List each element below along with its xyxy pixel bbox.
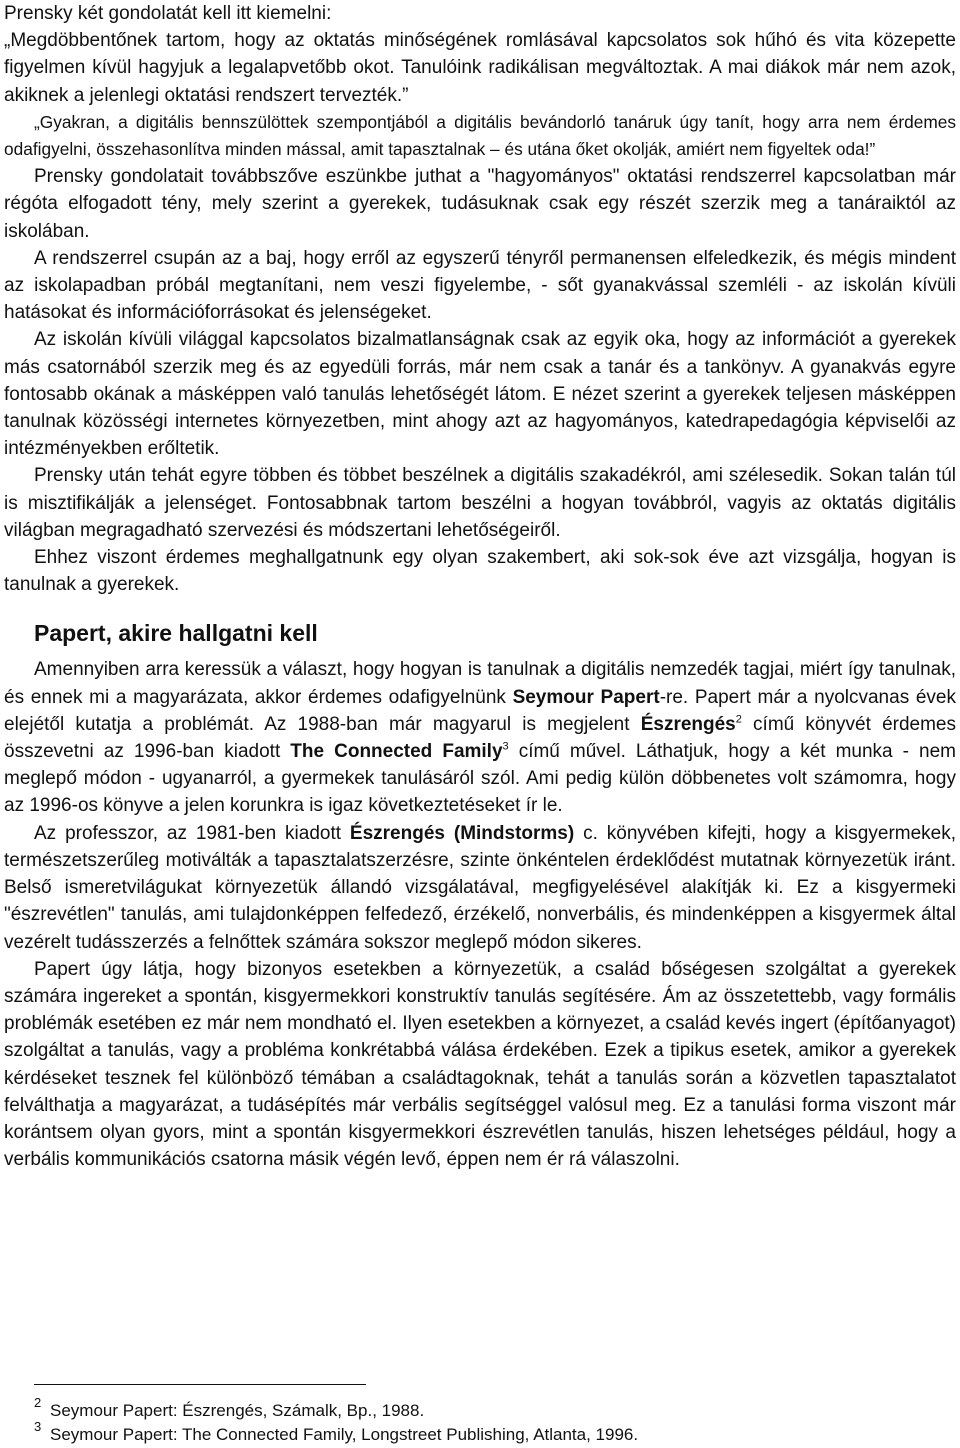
bold-term: Észrengés — [640, 713, 736, 735]
footnote-text: Seymour Papert: Észrengés, Számalk, Bp., 1988. — [50, 1401, 425, 1420]
bold-term: Seymour Papert — [512, 686, 660, 708]
intro-line: Prensky két gondolatát kell itt kiemelni: — [4, 3, 332, 24]
bold-term: Észrengés (Mindstorms) — [349, 822, 575, 844]
footnote — [34, 1395, 944, 1423]
footnote-ref[interactable]: 3 — [502, 740, 509, 753]
footnote-ref[interactable]: 2 — [735, 713, 742, 726]
text-run: Amennyiben arra keressük a választ, hogy hogyan is tanulnak a digitális nemzedék tagjai, miért így tanulnak, és ennek mi a magyarázata, akkor érdemes odafigyelnünk — [4, 659, 956, 708]
footnote — [34, 1419, 944, 1447]
text-run: című művel. Láthatjuk, hogy a két munka - nem meglepő módon - ugyanarról, a gyermekek tanulásáról szól. Ami pedig külön döbbenetes volt számomra, hogy az 1996-os könyve a jelen korunkra is igaz következtetéseket ír le. — [4, 741, 957, 817]
footnote-number: 2 — [34, 1395, 42, 1410]
text-run: c. könyvében kifejti, hogy a kisgyermekek, természetszerűleg motiválták a tapasztalatszerzésre, szinte önkéntelen érdeklődést mutatnak környezetük iránt. Belső ismeretvilágukat környezetük állandó vizsgálatával, megfigyelésével alakítják ki. Ez a kisgyermeki "észrevétlen" tanulás, ami tulajdonképpen felfedező, érzékelő, nonverbális, és mindenképpen a kisgyermek által vezérelt tudásszerzés a felnőttek számára sokszor meglepő módon sikeres. — [4, 822, 957, 953]
text-run: -re. Papert már a nyolcvanas évek elejétől kutatja a problémát. Az 1988-ban már magyarul is megjelent — [4, 686, 956, 735]
section-body — [4, 656, 956, 1173]
quote-paragraph: „Megdöbbentőnek tartom, hogy az oktatás minőségének romlásával kapcsolatos sok hűhó és vita közepette figyelmen kívül hagyjuk a legalapvetőbb okot. Tanulóink radikálisan megváltoztak. A mai diákok már nem azok, akiknek a jelenlegi oktatási rendszert tervezték.” — [4, 30, 956, 106]
footnote-text: Seymour Papert: The Connected Family, Longstreet Publishing, Atlanta, 1996. — [50, 1425, 639, 1444]
body-paragraph — [4, 656, 956, 819]
body-paragraph: Ehhez viszont érdemes meghallgatnunk egy olyan szakembert, aki sok-sok éve azt vizsgálja, hogyan is tanulnak a gyerekek. — [4, 547, 956, 596]
body-paragraph — [4, 820, 956, 956]
footnotes — [4, 1384, 944, 1447]
body-paragraph: Az iskolán kívüli világgal kapcsolatos bizalmatlanságnak csak az egyik oka, hogy az információt a gyerekek más csatornából szerzik meg és az egyedüli forrás, már nem csak a tanár és a tankönyv. A gyanakvás egyre fontosabb okának a másképpen való tanulás lehetőségét látom. E nézet szerint a gyerekek teljesen másképpen tanulnak közösségi internetes környezetben, mint ahogy azt az hagyományos, katedrapedagógia képviselői az intézményekben erőltetik. — [4, 329, 956, 460]
footnote-divider — [34, 1384, 366, 1385]
text-run: Az professzor, az 1981-ben kiadott — [34, 822, 350, 844]
body-paragraph: Papert úgy látja, hogy bizonyos esetekben a környezetük, a család bőségesen szolgáltat a gyerekek számára ingereket a spontán, kisgyermekkori konstruktív tanulás segítésére. Ám az összetettebb, vagy formális problémák esetében ez már nem mondható el. Ilyen esetekben a környezet, a család kevés ingert (építőanyagot) szolgáltat a tanulás, vagy a probléma konkrétabbá válása érdekében. Ezek a tipikus esetek, amikor a gyerekek kérdéseket tesznek fel különböző témában a családtagoknak, tehát a tanulás során a közvetlen tapasztalatot felválthatja a magyarázat, a tudásépítés már verbális segítséggel valósul meg. Ez a tanulási forma viszont már korántsem olyan gyors, mint a spontán kisgyermekkori észrevétlen tanulás, hiszen lehetséges például, hogy a verbális kommunikációs csatorna másik végén levő, éppen nem ér rá válaszolni. — [4, 958, 956, 1171]
intro-block — [4, 0, 956, 163]
body-paragraph: Prensky után tehát egyre többen és többet beszélnek a digitális szakadékról, ami szélesedik. Sokan talán túl is misztifikálják a jelenséget. Fontosabbnak tartom beszélni a hogyan továbbról, vagyis az oktatás digitális világban megragadható szervezési és módszertani lehetőségeiről. — [4, 465, 956, 541]
quote-paragraph: „Gyakran, a digitális bennszülöttek szempontjából a digitális bevándorló tanáruk úgy tanít, hogy arra nem érdemes odafigyelni, összehasonlítva minden mással, amit tapasztalnak – és utána őket okolják, amiért nem figyeltek oda!” — [4, 111, 956, 160]
body-paragraphs — [4, 163, 956, 598]
footnote-number: 3 — [34, 1419, 42, 1434]
body-paragraph: A rendszerrel csupán az a baj, hogy erről az egyszerű tényről permanensen elfeledkezik, és mégis mindent az iskolapadban próbál megtanítani, nem veszi figyelembe, - sőt gyanakvással szemléli - az iskolán kívüli hatásokat és információforrásokat és jelenségeket. — [4, 247, 956, 324]
body-paragraph: Prensky gondolatait továbbszőve eszünkbe juthat a "hagyományos" oktatási rendszerrel kapcsolatban már régóta elfogadott tény, mely szerint a gyerekek, tudásuknak csak egy részét szerzik meg a tanáraiktól az iskolában. — [4, 166, 956, 242]
text-run: című könyvét érdemes összevetni az 1996-ban kiadott — [4, 713, 956, 763]
bold-term: The Connected Family — [290, 741, 503, 763]
section-heading: Papert, akire hallgatni kell — [34, 620, 318, 647]
